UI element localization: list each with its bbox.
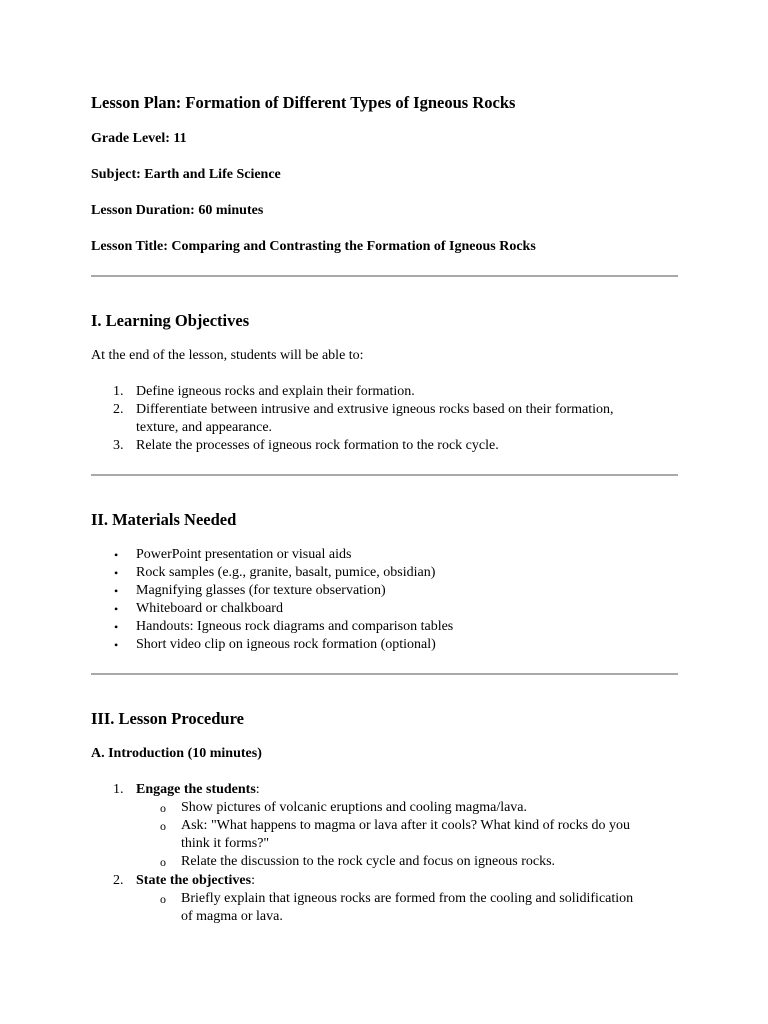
- bullet-icon: •: [114, 566, 119, 580]
- sub-item-text: of magma or lava.: [181, 909, 283, 924]
- objectives-heading: I. Learning Objectives: [91, 311, 250, 330]
- step-label: [136, 782, 260, 798]
- divider: [91, 474, 678, 476]
- step-label-bold: Engage the students: [136, 782, 256, 797]
- subject: Subject: Earth and Life Science: [91, 167, 281, 182]
- bullet-icon: •: [114, 620, 119, 634]
- bullet-icon: •: [114, 638, 119, 652]
- list-item-text: Define igneous rocks and explain their formation.: [136, 384, 415, 399]
- list-number: 1.: [113, 782, 124, 797]
- bullet-icon: •: [114, 584, 119, 598]
- list-item-text: Differentiate between intrusive and extrusive igneous rocks based on their formation,: [136, 402, 614, 417]
- bullet-icon: •: [114, 602, 119, 616]
- list-item-text: Whiteboard or chalkboard: [136, 601, 283, 616]
- sub-item-text: think it forms?": [181, 836, 270, 851]
- document-title: Lesson Plan: Formation of Different Types of Igneous Rocks: [91, 93, 516, 112]
- list-item-text: Magnifying glasses (for texture observation): [136, 583, 386, 598]
- materials-heading: II. Materials Needed: [91, 510, 237, 529]
- lesson-title: Lesson Title: Comparing and Contrasting the Formation of Igneous Rocks: [91, 239, 536, 254]
- procedure-heading: III. Lesson Procedure: [91, 709, 244, 728]
- divider: [91, 275, 678, 277]
- list-number: 1.: [113, 384, 124, 399]
- list-item-text: texture, and appearance.: [136, 420, 273, 435]
- list-item-text: PowerPoint presentation or visual aids: [136, 547, 352, 562]
- sub-item-text: Show pictures of volcanic eruptions and cooling magma/lava.: [181, 800, 528, 815]
- list-item-text: Relate the processes of igneous rock formation to the rock cycle.: [136, 438, 499, 453]
- divider: [91, 673, 678, 675]
- step-label-bold: State the objectives: [136, 873, 252, 888]
- bullet-icon: •: [114, 548, 119, 562]
- sub-item-text: Relate the discussion to the rock cycle and focus on igneous rocks.: [181, 854, 556, 869]
- lesson-duration: Lesson Duration: 60 minutes: [91, 203, 264, 218]
- introduction-heading: A. Introduction (10 minutes): [91, 746, 262, 761]
- list-item-text: Short video clip on igneous rock formation (optional): [136, 637, 436, 652]
- list-number: 2.: [113, 402, 124, 417]
- objectives-intro: At the end of the lesson, students will be able to:: [91, 348, 364, 363]
- sub-bullet-icon: o: [160, 855, 166, 869]
- list-number: 3.: [113, 438, 124, 453]
- sub-bullet-icon: o: [160, 819, 166, 833]
- list-item-text: Handouts: Igneous rock diagrams and comparison tables: [136, 619, 454, 634]
- sub-bullet-icon: o: [160, 801, 166, 815]
- step-label-suffix: :: [251, 873, 255, 888]
- list-number: 2.: [113, 873, 124, 888]
- sub-bullet-icon: o: [160, 892, 166, 906]
- step-label: [136, 873, 255, 889]
- sub-item-text: Briefly explain that igneous rocks are formed from the cooling and solidification: [181, 891, 634, 906]
- sub-item-text: Ask: "What happens to magma or lava after it cools? What kind of rocks do you: [181, 818, 631, 833]
- step-label-suffix: :: [255, 782, 260, 797]
- list-item-text: Rock samples (e.g., granite, basalt, pumice, obsidian): [136, 565, 436, 580]
- grade-level: Grade Level: 11: [91, 131, 187, 146]
